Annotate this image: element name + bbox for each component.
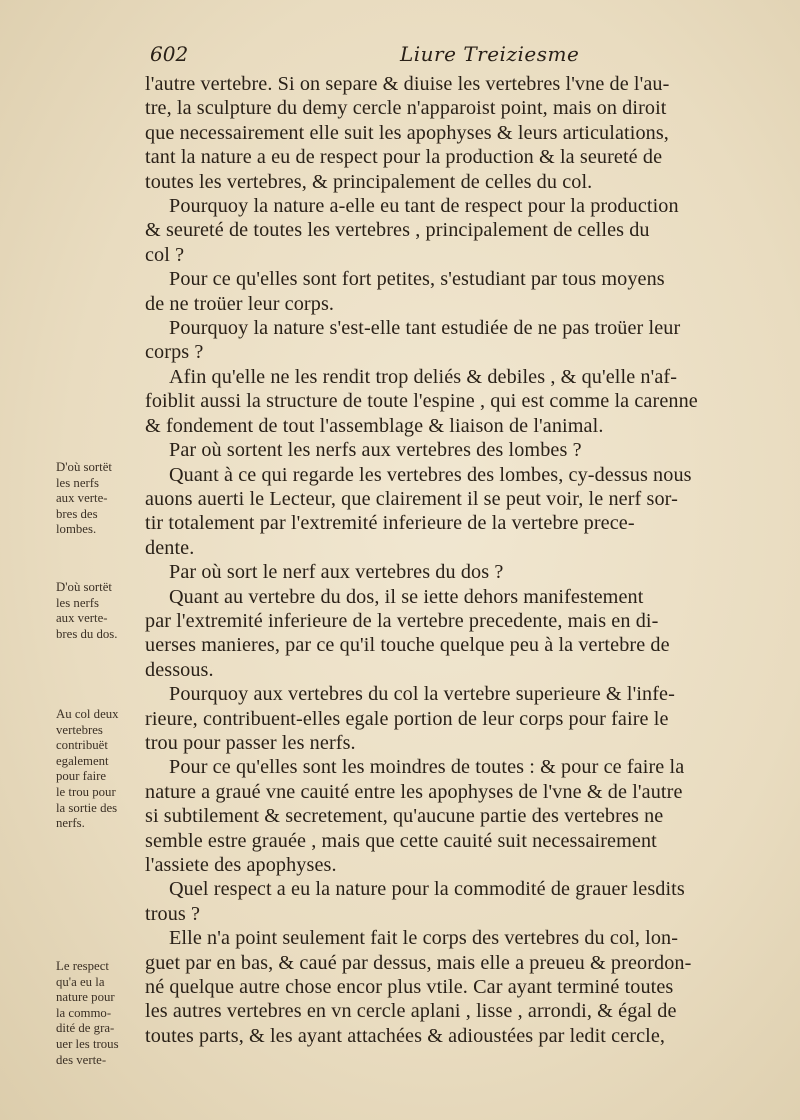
answer-paragraph: Elle n'a point seulement fait le corps des vertebres du col, lon- guet par en bas, & caué par dessus, mais elle a preueu & preordon- né quelque autre chose encor plus vtile. Car ayant terminé toutes les autres vertebres en vn cercle aplani , lisse , arrondi, & égal de toutes parts, & les ayant attachées & adioustées par ledit cercle,: [145, 927, 692, 1047]
paragraph: l'autre vertebre. Si on separe & diuise les vertebres l'vne de l'au- tre, la sculpture du demy cercle n'apparoist point, mais on diroit que necessairement elle suit les apophyses & leurs articulations, tant la nature a eu de respect pour la production & la seureté de toutes les vertebres, & principalement de celles du col.: [145, 73, 670, 193]
main-text: [145, 72, 773, 1048]
answer-paragraph: Pour ce qu'elles sont les moindres de toutes : & pour ce faire la nature a graué vne cauité entre les apophyses de l'vne & de l'autre si subtilement & secretement, qu'aucune partie des vertebres ne semble estre grauée , mais que cette cauité suit necessairement l'assiete des apophyses.: [145, 756, 685, 876]
answer-paragraph: Quant à ce qui regarde les vertebres des lombes, cy-dessus nous auons auerti le Lecteur, que clairement il se peut voir, le nerf sor- tir totalement par l'extremité inferieure de la vertebre prece- dente.: [145, 463, 692, 559]
question-paragraph: Pourquoy la nature s'est-elle tant estudiée de ne pas troüer leur corps ?: [145, 317, 681, 364]
running-title: Liure Treiziesme: [400, 42, 580, 66]
margin-note: D'où sortët les nerfs aux verte- bres des lombes.: [56, 460, 112, 537]
question-paragraph: Pourquoy la nature a-elle eu tant de respect pour la production & seureté de toutes les vertebres , principalement de celles du col ?: [145, 195, 679, 266]
margin-note: Au col deux vertebres contribuët egalement pour faire le trou pour la sortie des nerfs.: [56, 707, 119, 831]
question-paragraph: Par où sortent les nerfs aux vertebres des lombes ?: [169, 439, 582, 462]
page-header: [150, 42, 790, 72]
answer-paragraph: Afin qu'elle ne les rendit trop deliés & debiles , & qu'elle n'af- foiblit aussi la structure de toute l'espine , qui est comme la carenne & fondement de tout l'assemblage & liaison de l'animal.: [145, 365, 698, 437]
answer-paragraph: Pour ce qu'elles sont fort petites, s'estudiant par tous moyens de ne troüer leur corps.: [145, 268, 665, 315]
question-paragraph: Quel respect a eu la nature pour la commodité de grauer lesdits trous ?: [145, 878, 685, 925]
question-paragraph: Pourquoy aux vertebres du col la vertebre superieure & l'infe- rieure, contribuent-elles egale portion de leur corps pour faire le trou pour passer les nerfs.: [145, 683, 675, 754]
margin-note: D'où sortët les nerfs aux verte- bres du dos.: [56, 580, 118, 641]
answer-paragraph: Quant au vertebre du dos, il se iette dehors manifestement par l'extremité inferieure de la vertebre precedente, mais en di- uerses manieres, par ce qu'il touche quelque peu à la vertebre de dessous.: [145, 585, 670, 681]
margin-note: Le respect qu'a eu la nature pour la commo- dité de gra- uer les trous des verte-: [56, 959, 119, 1067]
page-number: 602: [150, 42, 189, 66]
question-paragraph: Par où sort le nerf aux vertebres du dos ?: [169, 561, 504, 584]
